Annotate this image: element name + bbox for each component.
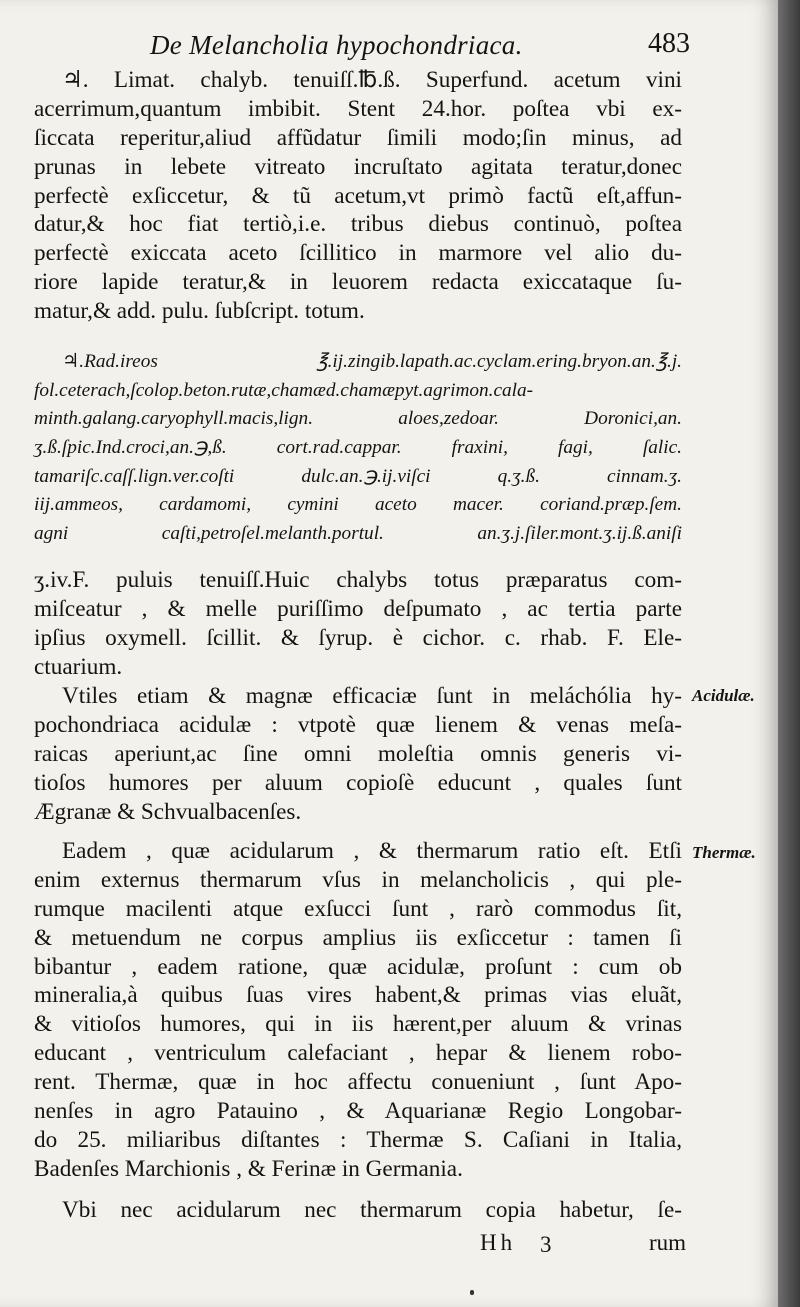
text-line: do 25. miliaribus diſtantes : Thermæ S. Caſiani in Italia, [34,1126,682,1153]
recipe-line: ʒ.ß.ſpic.Ind.croci,an.℈,ß. cort.rad.cappar. fraxini, fagi, ſalic. [34,437,682,459]
text-line: mineralia,à quibus ſuas vires habent,& primas vias eluãt, [34,982,682,1009]
text-line: pochondriaca acidulæ : vtpotè quæ lienem & venas meſa- [34,711,682,738]
paragraph-electuarium [34,566,682,682]
text-line: Vtiles etiam & magnæ efficaciæ ſunt in meláchólia hy- [62,683,682,709]
text-line: Badenſes Marchionis , & Ferinæ in Germania. [34,1155,463,1182]
text-line: Vbi nec acidularum nec thermarum copia habetur, ſe- [62,1197,682,1223]
text-line: Eadem , quæ acidularum , & thermarum ratio eſt. Etſi [62,838,682,864]
text-line: perfectè exiccata aceto ſcillitico in marmore vel alio du- [34,240,682,267]
text-line: ſiccata reperitur,aliud affũdatur ſimili modo;ſin minus, ad [34,124,682,151]
page-gutter-shadow [778,0,800,1307]
text-line: rumque macilenti atque exſucci ſunt , rarò commodus ſit, [34,895,682,922]
text-line: miſceatur , & melle puriſſimo deſpumato , ac tertia parte [34,595,682,622]
text-line: matur,& add. pulu. ſubſcript. totum. [34,298,365,325]
margin-note-acidulae: Acidulæ. [692,686,755,705]
margin-note-thermae: Thermæ. [692,843,756,862]
text-line: ♃. Limat. chalyb. tenuiſſ.℔.ß. Superfund. acetum vini [62,67,682,93]
running-title: De Melancholia hypochondriaca. [150,30,523,60]
recipe-line: tamariſc.caſſ.lign.ver.coſti dulc.an.℈.ij.viſci q.ʒ.ß. cinnam.ʒ. [34,465,682,487]
text-line: ctuarium. [34,653,123,680]
recipe-line: iij.ammeos, cardamomi, cymini aceto macer. coriand.præp.ſem. [34,494,682,516]
paragraph-limatura-recipe [34,66,682,326]
signature-mark: Hh [480,1230,517,1255]
signature-number: 3 [540,1232,552,1257]
text-line: riore lapide teratur,& in leuorem redacta exiccataque ſu- [34,269,682,296]
text-line: perfectè exſiccetur, & tũ acetum,vt primò factũ eſt,affun- [34,182,682,209]
text-line: educant , ventriculum calefaciant , hepar & lienem robo- [34,1040,682,1067]
recipe-ingredient-list [34,348,682,549]
running-head [150,30,690,70]
text-line: prunas in lebete vitreato incruſtato agitata teratur,donec [34,153,682,180]
paragraph-closing [34,1196,682,1225]
page-number: 483 [648,28,690,59]
paragraph-acidulae [34,682,682,826]
text-line: datur,& hoc fiat tertiò,i.e. tribus diebus continuò, poſtea [34,211,682,238]
paragraph-thermae [34,837,682,1184]
ink-speck [470,1290,474,1295]
text-line: tioſos humores per aluum copioſè educunt , quales ſunt [34,769,682,796]
recipe-line: minth.galang.caryophyll.macis,lign. aloes,zedoar. Doronici,an. [34,408,682,430]
text-line: rent. Thermæ, quæ in hoc affectu conueniunt , ſunt Apo- [34,1069,682,1096]
text-line: Ægranæ & Schvualbacenſes. [34,798,302,825]
catchword: rum [648,1230,686,1255]
text-line: raicas aperiunt,ac ſine omni moleſtia omnis generis vi- [34,740,682,767]
text-line: & metuendum ne corpus amplius iis exſiccetur : tamen ſi [34,924,682,951]
recipe-line: agni caſti,petroſel.melanth.portul. an.ʒ.j.ſiler.mont.ʒ.ij.ß.aniſi [34,523,682,545]
recipe-line: ♃.Rad.ireos ℥.ij.zingib.lapath.ac.cyclam.ering.bryon.an.℥.j. [62,351,682,372]
recipe-line: fol.ceterach,ſcolop.beton.rutæ,chamæd.chamæpyt.agrimon.cala- [34,379,534,401]
text-line: nenſes in agro Patauino , & Aquarianæ Regio Longobar- [34,1098,682,1125]
text-line: ipſius oxymell. ſcillit. & ſyrup. è cichor. c. rhab. F. Ele- [34,624,682,651]
text-line: & vitioſos humores, qui in iis hærent,per aluum & vrinas [34,1011,682,1038]
text-line: enim externus thermarum vſus in melancholicis , qui ple- [34,866,682,893]
page-footer [470,1230,686,1260]
text-line: ʒ.iv.F. puluis tenuiſſ.Huic chalybs totus præparatus com- [34,567,682,593]
text-line: acerrimum,quantum imbibit. Stent 24.hor. poſtea vbi ex- [34,95,682,122]
text-line: bibantur , eadem ratione, quæ acidulæ, proſunt : cum ob [34,953,682,980]
